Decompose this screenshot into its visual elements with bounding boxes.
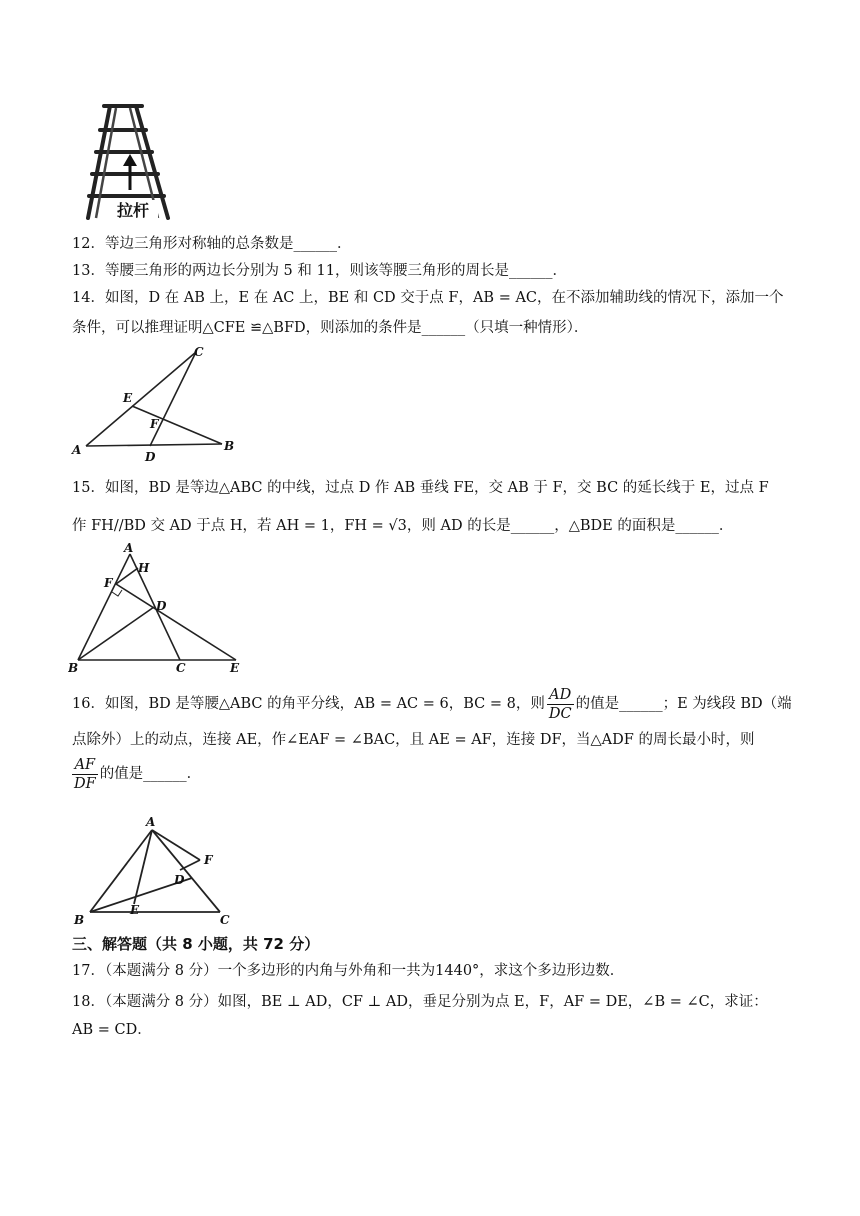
q15-label-b: B [68, 661, 79, 672]
question-18-line-1: 18．（本题满分 8 分）如图，BE ⊥ AD，CF ⊥ AD，垂足分别为点 E，F，AF = DE，∠B = ∠C，求证： [72, 994, 768, 1010]
question-18-line-2: AB = CD． [72, 1022, 152, 1038]
question-14-line-1: 14．如图，D 在 AB 上，E 在 AC 上，BE 和 CD 交于点 F，AB = AC，在不添加辅助线的情况下，添加一个 [72, 290, 784, 306]
ladder-label: 拉杆 [116, 201, 150, 220]
figure-q14 [70, 342, 240, 464]
q16-fraction-ad-dc [547, 686, 574, 723]
q14-label-e: E [123, 391, 133, 405]
q16-line3-post: 的值是______． [99, 766, 202, 782]
q16-label-d: D [174, 873, 185, 887]
question-17: 17．（本题满分 8 分）一个多边形的内角与外角和一共为1440°，求这个多边形边数． [72, 963, 625, 979]
q15-label-e: E [230, 661, 240, 672]
q14-label-b: B [224, 439, 235, 453]
q16-frac1-den: DC [548, 705, 572, 722]
question-15-line-2: 作 FH//BD 交 AD 于点 H，若 AH = 1，FH = √3，则 AD 的长是______，△BDE 的面积是______． [72, 518, 734, 534]
question-16-line-3 [72, 754, 201, 794]
q16-fraction-af-df [72, 756, 98, 793]
q15-label-f: F [104, 576, 113, 590]
q16-label-e: E [130, 903, 140, 917]
q16-frac2-den: DF [74, 775, 96, 792]
question-13: 13．等腰三角形的两边长分别为 5 和 11，则该等腰三角形的周长是______． [72, 263, 567, 279]
q15-label-h: H [138, 561, 150, 575]
q15-label-c: C [176, 661, 186, 672]
question-12: 12．等边三角形对称轴的总条数是______． [72, 236, 352, 252]
question-16-line-2: 点除外）上的动点，连接 AE，作∠EAF = ∠BAC，且 AE = AF，连接 DF，当△ADF 的周长最小时，则 [72, 732, 755, 748]
q15-label-a: A [124, 542, 134, 555]
section-3-heading: 三、解答题（共 8 小题，共 72 分） [72, 935, 320, 953]
question-16-line-1 [72, 684, 792, 724]
q14-label-f: F [150, 417, 159, 431]
q16-frac2-num: AF [72, 756, 98, 775]
q16-label-c: C [220, 913, 230, 926]
q16-label-f: F [204, 853, 213, 867]
q15-label-d: D [156, 599, 167, 613]
ladder-figure [78, 100, 178, 224]
q14-label-c: C [194, 345, 204, 359]
q14-label-a: A [72, 443, 82, 457]
q14-label-d: D [145, 450, 156, 464]
q16-label-a: A [146, 815, 156, 829]
question-15-line-1: 15．如图，BD 是等边△ABC 的中线，过点 D 作 AB 垂线 FE，交 AB 于 F，交 BC 的延长线于 E，过点 F [72, 480, 769, 496]
q16-line1-pre: 16．如图，BD 是等腰△ABC 的角平分线，AB = AC = 6，BC = 8，则 [72, 696, 545, 712]
q16-label-b: B [74, 913, 85, 926]
figure-q15 [68, 542, 246, 672]
question-14-line-2: 条件，可以推理证明△CFE ≌△BFD，则添加的条件是______（只填一种情形）． [72, 320, 589, 336]
q16-frac1-num: AD [547, 686, 574, 705]
figure-q16 [70, 808, 240, 926]
q16-line1-post: 的值是______；E 为线段 BD（端 [575, 696, 792, 712]
